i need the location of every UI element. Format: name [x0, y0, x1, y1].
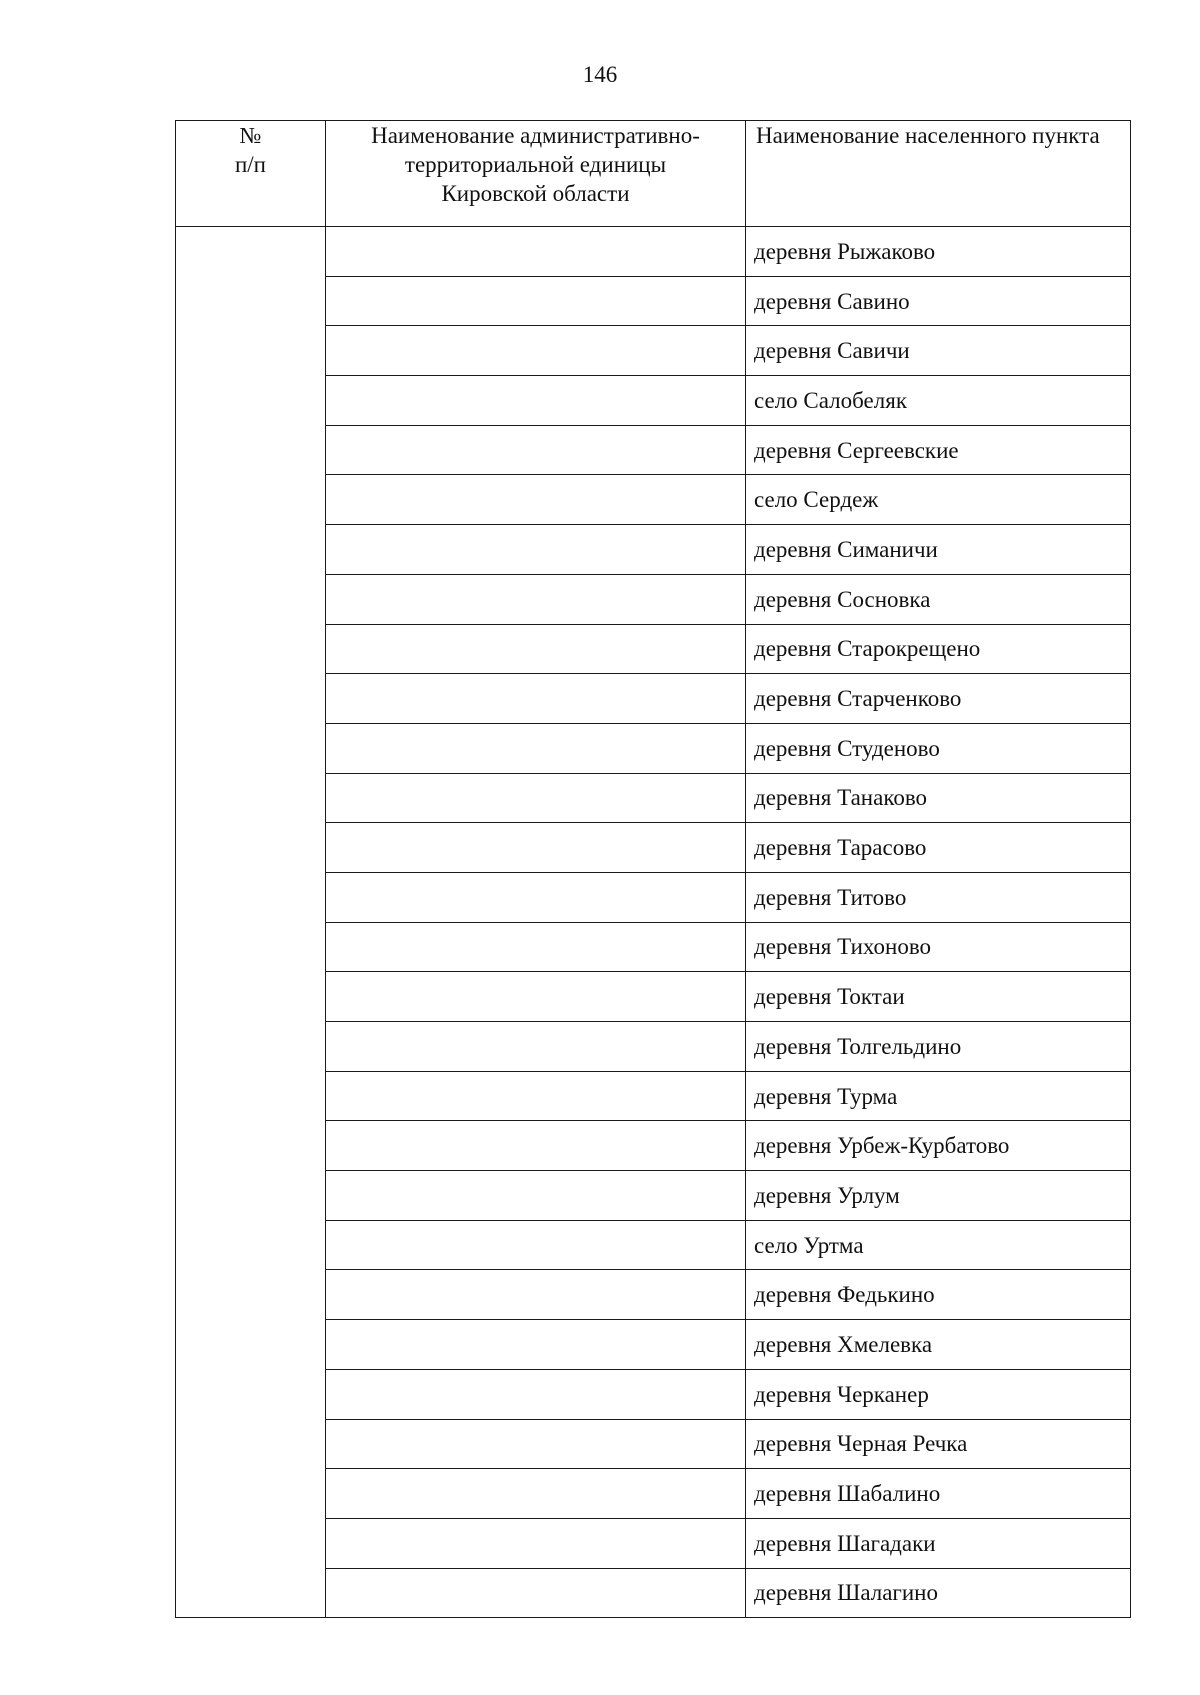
- admin-unit-cell: [326, 1568, 746, 1618]
- settlement-cell: деревня Хмелевка: [746, 1320, 1131, 1370]
- settlement-cell: деревня Толгельдино: [746, 1022, 1131, 1072]
- admin-unit-cell: [326, 922, 746, 972]
- settlement-cell: деревня Урлум: [746, 1171, 1131, 1221]
- admin-unit-cell: [326, 1320, 746, 1370]
- admin-unit-cell: [326, 475, 746, 525]
- admin-unit-cell: [326, 723, 746, 773]
- settlement-cell: деревня Рыжаково: [746, 227, 1131, 277]
- settlement-cell: деревня Тарасово: [746, 823, 1131, 873]
- header-admin-unit-line-2: территориальной единицы: [404, 152, 667, 177]
- admin-unit-cell: [326, 872, 746, 922]
- admin-unit-cell: [326, 674, 746, 724]
- table-body: [176, 227, 1131, 1618]
- admin-unit-cell: [326, 1419, 746, 1469]
- admin-unit-cell: [326, 1369, 746, 1419]
- settlement-cell: деревня Турма: [746, 1071, 1131, 1121]
- admin-unit-cell: [326, 624, 746, 674]
- settlement-cell: село Салобеляк: [746, 376, 1131, 426]
- admin-unit-cell: [326, 773, 746, 823]
- admin-unit-cell: [326, 1171, 746, 1221]
- settlement-cell: деревня Старокрещено: [746, 624, 1131, 674]
- settlement-cell: деревня Шалагино: [746, 1568, 1131, 1618]
- settlement-cell: деревня Симаничи: [746, 525, 1131, 575]
- header-admin-unit-line-3: Кировской области: [441, 181, 630, 206]
- admin-unit-cell: [326, 574, 746, 624]
- settlement-cell: деревня Шабалино: [746, 1469, 1131, 1519]
- settlement-cell: деревня Шагадаки: [746, 1518, 1131, 1568]
- admin-unit-cell: [326, 425, 746, 475]
- settlement-cell: деревня Савино: [746, 276, 1131, 326]
- settlements-table: [175, 120, 1131, 1618]
- admin-unit-cell: [326, 1071, 746, 1121]
- settlement-cell: деревня Федькино: [746, 1270, 1131, 1320]
- number-cell: [176, 227, 326, 1618]
- settlement-cell: деревня Токтаи: [746, 972, 1131, 1022]
- admin-unit-cell: [326, 1270, 746, 1320]
- settlement-cell: село Уртма: [746, 1220, 1131, 1270]
- table-header-row: [176, 121, 1131, 227]
- admin-unit-cell: [326, 227, 746, 277]
- settlement-cell: деревня Сосновка: [746, 574, 1131, 624]
- settlement-cell: деревня Тихоново: [746, 922, 1131, 972]
- settlement-cell: деревня Студеново: [746, 723, 1131, 773]
- header-number: [176, 121, 326, 227]
- admin-unit-cell: [326, 972, 746, 1022]
- settlement-cell: деревня Урбеж-Курбатово: [746, 1121, 1131, 1171]
- admin-unit-cell: [326, 525, 746, 575]
- header-settlement-line-1: Наименование населенного пункта: [756, 123, 1100, 148]
- admin-unit-cell: [326, 1220, 746, 1270]
- admin-unit-cell: [326, 1121, 746, 1171]
- settlement-cell: деревня Старченково: [746, 674, 1131, 724]
- header-number-line-2: п/п: [234, 152, 266, 177]
- admin-unit-cell: [326, 1469, 746, 1519]
- admin-unit-cell: [326, 276, 746, 326]
- settlement-cell: деревня Черная Речка: [746, 1419, 1131, 1469]
- header-admin-unit-line-1: Наименование административно-: [371, 123, 700, 148]
- header-admin-unit: [326, 121, 746, 227]
- page-number: 146: [582, 62, 618, 87]
- settlement-cell: деревня Черканер: [746, 1369, 1131, 1419]
- settlement-cell: деревня Танаково: [746, 773, 1131, 823]
- admin-unit-cell: [326, 823, 746, 873]
- header-number-line-1: №: [239, 123, 262, 148]
- admin-unit-cell: [326, 376, 746, 426]
- table-row: [176, 227, 1131, 277]
- header-settlement: [746, 121, 1131, 227]
- settlement-cell: деревня Титово: [746, 872, 1131, 922]
- settlement-cell: деревня Савичи: [746, 326, 1131, 376]
- admin-unit-cell: [326, 1022, 746, 1072]
- admin-unit-cell: [326, 1518, 746, 1568]
- admin-unit-cell: [326, 326, 746, 376]
- settlement-cell: село Сердеж: [746, 475, 1131, 525]
- settlement-cell: деревня Сергеевские: [746, 425, 1131, 475]
